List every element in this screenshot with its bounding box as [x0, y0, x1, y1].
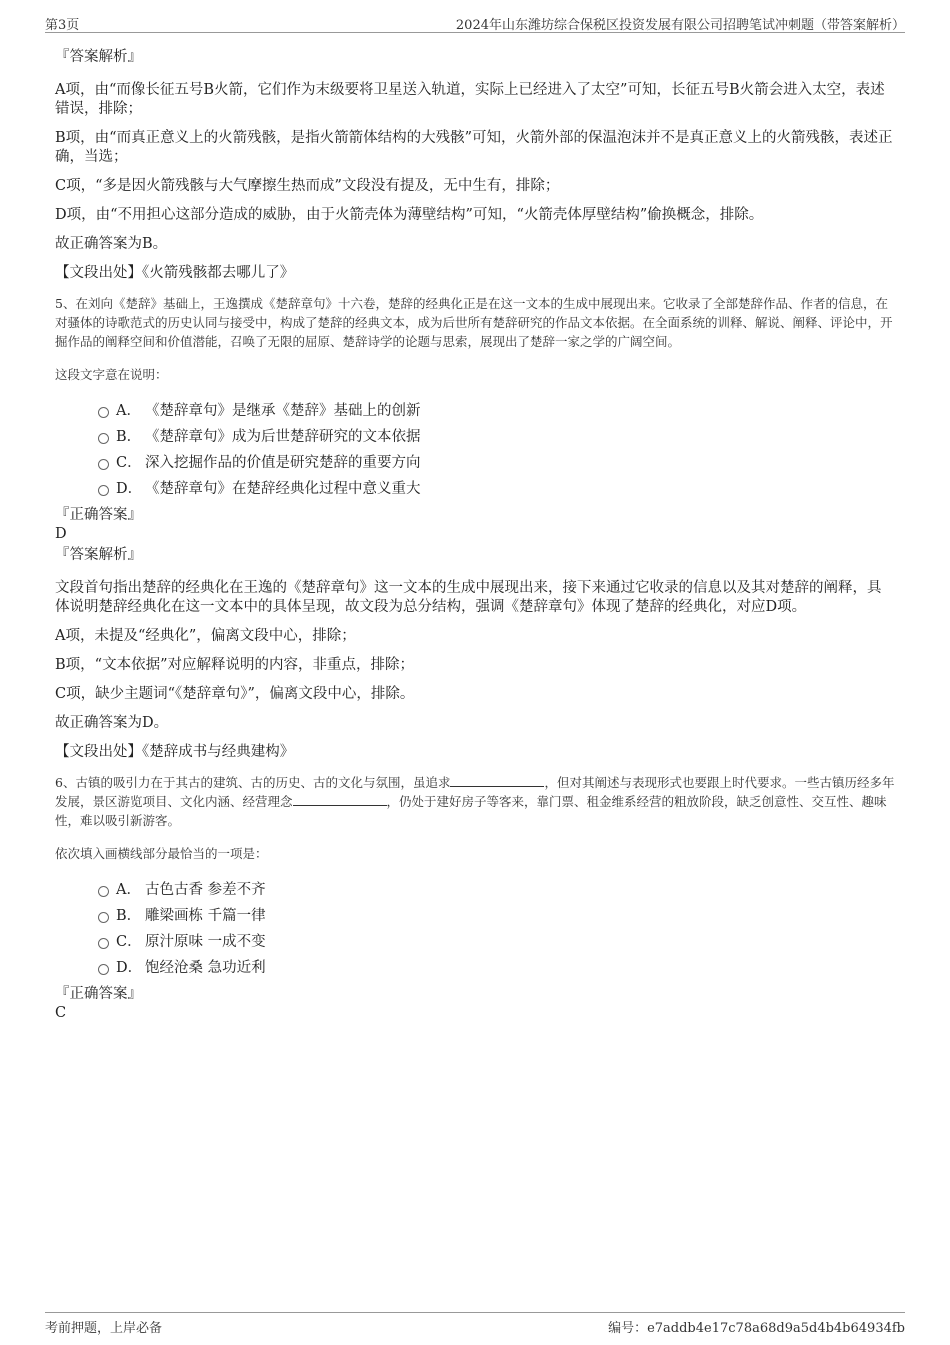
correct-answer-label: 『正确答案』: [55, 507, 142, 523]
option-c[interactable]: C． 原汁原味 一成不变: [55, 929, 895, 955]
analysis-paragraph: D项，由“不用担心这部分造成的威胁，由于火箭壳体为薄壁结构”可知，“火箭壳体厚壁结构”偷换概念，排除。: [55, 207, 764, 223]
analysis-label: 『答案解析』: [55, 547, 142, 563]
radio-icon[interactable]: [98, 433, 109, 444]
option-a[interactable]: A． 古色古香 参差不齐: [55, 877, 895, 903]
conclusion: 故正确答案为D。: [55, 715, 169, 731]
document-body: [55, 46, 895, 1023]
option-a[interactable]: A． 《楚辞章句》是继承《楚辞》基础上的创新: [55, 398, 895, 424]
correct-answer: D: [55, 526, 67, 542]
code-label: 编号：: [608, 1321, 648, 1336]
radio-icon[interactable]: [98, 912, 109, 923]
analysis-paragraph: C项，缺少主题词“《楚辞章句》”，偏离文段中心，排除。: [55, 686, 415, 702]
option-list: [55, 877, 895, 981]
analysis-label: 『答案解析』: [55, 49, 142, 65]
source-citation: 【文段出处】《楚辞成书与经典建构》: [55, 744, 295, 760]
analysis-paragraph: C项，“多是因火箭残骸与大气摩擦生热而成”文段没有提及，无中生有，排除；: [55, 178, 560, 194]
option-d[interactable]: D． 饱经沧桑 急功近利: [55, 955, 895, 981]
radio-icon[interactable]: [98, 938, 109, 949]
analysis-paragraph: A项，未提及“经典化”，偏离文段中心，排除；: [55, 628, 356, 644]
conclusion: 故正确答案为B。: [55, 236, 168, 252]
question-prompt: 这段文字意在说明：: [55, 367, 168, 382]
document-title: 2024年山东潍坊综合保税区投资发展有限公司招聘笔试冲刺题（带答案解析）: [455, 18, 905, 33]
option-b[interactable]: B． 雕梁画栋 千篇一律: [55, 903, 895, 929]
radio-icon[interactable]: [98, 407, 109, 418]
code-value: e7addb4e17c78a68d9a5d4b4b64934fb: [647, 1321, 905, 1336]
option-b[interactable]: B． 《楚辞章句》成为后世楚辞研究的文本依据: [55, 424, 895, 450]
analysis-paragraph: B项，“文本依据”对应解释说明的内容，非重点，排除；: [55, 657, 414, 673]
fill-blank-1: [450, 773, 544, 787]
correct-answer: C: [55, 1005, 67, 1021]
radio-icon[interactable]: [98, 459, 109, 470]
source-citation: 【文段出处】《火箭残骸都去哪儿了》: [55, 265, 295, 281]
question-prompt: 依次填入画横线部分最恰当的一项是：: [55, 846, 268, 861]
analysis-paragraph: 文段首句指出楚辞的经典化在王逸的《楚辞章句》这一文本的生成中展现出来，接下来通过它收录的信息以及其对楚辞的阐释，具体说明楚辞经典化在这一文本中的具体呈现，故文段为总分结构，强调《楚辞章句》体现了楚辞的经典化，对应D项。: [55, 580, 882, 615]
radio-icon[interactable]: [98, 485, 109, 496]
question-stem: 5、在刘向《楚辞》基础上，王逸撰成《楚辞章句》十六卷，楚辞的经典化正是在这一文本的生成中展现出来。它收录了全部楚辞作品、作者的信息，在对骚体的诗歌范式的历史认同与接受中，构成了楚辞的经典文本，成为后世所有楚辞研究的作品文本依据。在全面系统的训释、解说、阐释、评论中，开掘作品的阐释空间和价值潜能，召唤了无限的屈原、楚辞诗学的论题与思索，展现出了楚辞一家之学的广阔空间。: [55, 296, 893, 349]
radio-icon[interactable]: [98, 964, 109, 975]
page-number: 第3页: [45, 18, 80, 33]
analysis-paragraph: A项，由“而像长征五号B火箭，它们作为末级要将卫星送入轨道，实际上已经进入了太空”可知，长征五号B火箭会进入太空，表述错误，排除；: [55, 82, 885, 117]
option-c[interactable]: C． 深入挖掘作品的价值是研究楚辞的重要方向: [55, 450, 895, 476]
analysis-paragraph: B项，由“而真正意义上的火箭残骸，是指火箭箭体结构的大残骸”可知，火箭外部的保温泡沫并不是真正意义上的火箭残骸，表述正确，当选；: [55, 130, 893, 165]
option-d[interactable]: D． 《楚辞章句》在楚辞经典化过程中意义重大: [55, 476, 895, 502]
fill-blank-2: [293, 792, 387, 806]
question-stem: 6、古镇的吸引力在于其古的建筑、古的历史、古的文化与氛围，虽追求 ，但对其阐述与表现形式也要跟上时代要求。一些古镇历经多年发展，景区游览项目、文化内涵、经营理念 ，仍处于建好房子等客来，靠门票、租金维系经营的粗放阶段，缺乏创意性、交互性、趣味性，难以吸引新游客。: [55, 775, 895, 828]
page-header: [45, 12, 905, 33]
page-footer: [45, 1312, 905, 1335]
footer-slogan: 考前押题，上岸必备: [45, 1321, 163, 1336]
radio-icon[interactable]: [98, 886, 109, 897]
document-code: [608, 1317, 905, 1336]
correct-answer-label: 『正确答案』: [55, 986, 142, 1002]
option-list: [55, 398, 895, 502]
